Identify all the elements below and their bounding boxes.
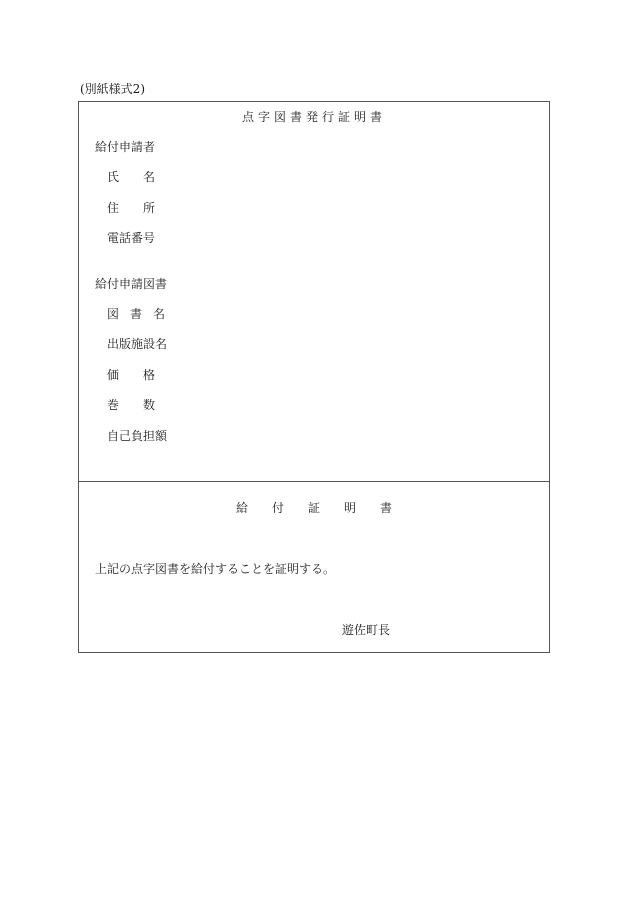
copayment-label: 自己負担額: [107, 429, 168, 443]
applicant-address-label: 住所: [107, 201, 180, 215]
applicant-phone-label: 電話番号: [107, 231, 156, 245]
document-title: 点字図書発行証明書: [241, 110, 386, 124]
book-title-label: 図書名: [107, 307, 177, 321]
certificate-statement: 上記の点字図書を給付することを証明する。: [95, 562, 336, 576]
issuer-signature: 遊佐町長: [342, 623, 391, 637]
form-label: (別紙様式2): [80, 82, 145, 96]
publisher-label: 出版施設名: [107, 337, 168, 351]
book-heading: 給付申請図書: [95, 277, 168, 291]
applicant-heading: 給付申請者: [95, 140, 156, 154]
certificate-frame: [78, 101, 550, 653]
price-label: 価格: [107, 368, 180, 382]
applicant-name-label: 氏名: [107, 170, 180, 184]
section-divider: [79, 481, 549, 482]
volumes-label: 巻数: [107, 398, 180, 412]
certificate-title: 給付証明書: [235, 501, 416, 515]
